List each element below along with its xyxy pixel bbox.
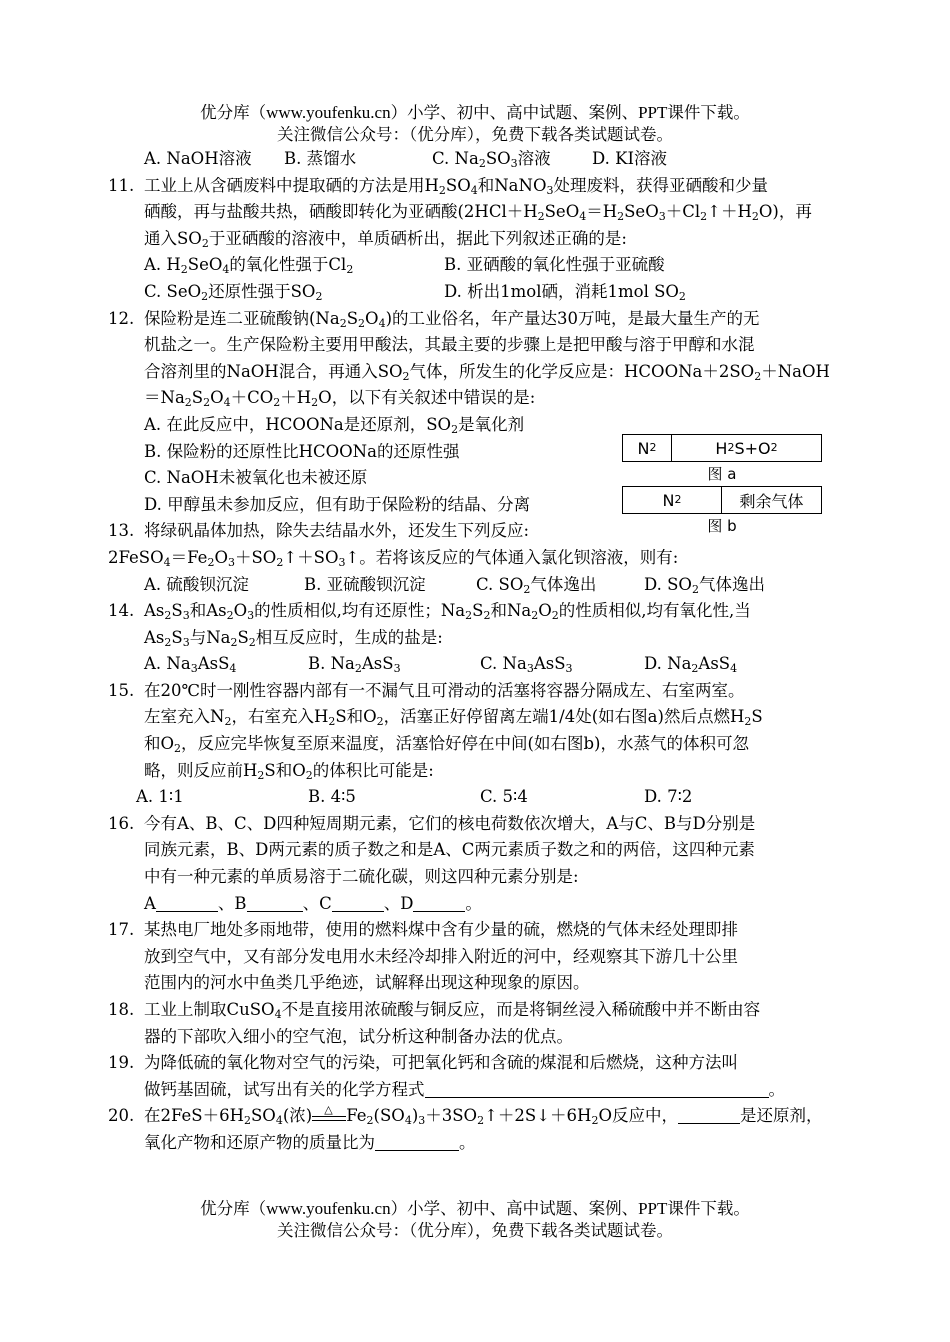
header-line-2: 关注微信公众号：（优分库），免费下载各类试题试卷。 xyxy=(277,125,673,144)
q13-equation: $2FeSO_4=Fe_2O_3+SO_2↑+SO_3↑$。若将该反应的气体通入氯化钡溶液，则有: xyxy=(108,547,679,569)
page-header xyxy=(0,102,950,146)
header-line-1: 优分库（www.youfenku.cn）小学、初中、高中试题、案例、PPT课件下载。 xyxy=(200,103,750,122)
question-15: 15. 在20℃时一刚性容器内部有一不漏气且可滑动的活塞将容器分隔成左、右室两室。 左室充入$N_2$，右室充入$H_2S$和$O_2$，活塞正好停留离左端1/4处(如右图a)然后点燃$H_2S$ 和$O_2$，反应完毕恢复至原来温度，活塞恰好停在中间(如右图b)，水蒸气的体积可忽 略，则反应前$H_2S$和$O_2$的体积比可能是: xyxy=(108,680,763,782)
q13-options: A. 硫酸钡沉淀 B. 亚硫酸钡沉淀 C. $SO_2$气体逸出 D. $SO_2$气体逸出 xyxy=(144,574,765,596)
figure-a-container xyxy=(622,434,822,462)
exam-content xyxy=(108,146,852,1157)
footer-site-link[interactable]: www.youfenku.cn xyxy=(266,1199,391,1218)
page-footer xyxy=(0,1198,950,1242)
blank-a[interactable] xyxy=(156,893,218,912)
figure-b-container xyxy=(622,486,822,514)
question-20: 20. 在$2FeS+6H_2SO_4$(浓) △ $Fe_2(SO_4)_3+3SO_2↑+2S↓+6H_2O$反应中， 是还原剂， 氧化产物和还原产物的质量比为 。 xyxy=(108,1103,823,1152)
question-14: 14. $As_2S_3$和$As_2O_3$的性质相似,均有还原性；$Na_2S_2$和$Na_2O_2$的性质相似,均有氧化性,当 $As_2S_3$与$Na_2S_2$相互反应时，生成的盐是: xyxy=(108,601,751,649)
figure-a-caption: 图 a xyxy=(707,465,737,483)
footer-line-2: 关注微信公众号：（优分库），免费下载各类试题试卷。 xyxy=(277,1221,673,1240)
mass-ratio-blank[interactable] xyxy=(375,1132,459,1151)
heating-condition-symbol: △ xyxy=(312,1105,346,1121)
q16-answer-blanks: A 、B 、C 、D 。 xyxy=(144,893,482,913)
question-17: 17. 某热电厂地处多雨地带，使用的燃料煤中含有少量的硫，燃烧的气体未经处理即排 放到空气中，又有部分发电用水未经冷却排入附近的河中，经观察其下游几十公里 范围内的河水中鱼类几乎绝迹，试解释出现这种现象的原因。 xyxy=(108,920,738,993)
reducing-agent-blank[interactable] xyxy=(678,1105,740,1124)
question-16: 16. 今有A、B、C、D四种短周期元素，它们的核电荷数依次增大，A与C、B与D分别是 同族元素，B、D两元素的质子数之和是A、C两元素质子数之和的两倍，这四种元素 中有一种元素的单质易溶于二硫化碳，则这四种元素分别是: A 、B 、C 、D 。 xyxy=(108,811,852,917)
blank-c[interactable] xyxy=(332,893,384,912)
site-link[interactable]: www.youfenku.cn xyxy=(266,103,391,122)
equation-blank[interactable] xyxy=(425,1079,769,1098)
question-19: 19. 为降低硫的氧化物对空气的污染，可把氧化钙和含硫的煤混和后燃烧，这种方法叫 做钙基固硫，试写出有关的化学方程式 。 xyxy=(108,1053,785,1099)
figure-b-right-chamber: 剩余气体 xyxy=(739,491,804,511)
question-18: 18. 工业上制取CuSO$_4$不是直接用浓硫酸与铜反应，而是将铜丝浸入稀硫酸中并不断由容 器的下部吹入细小的空气泡，试分析这种制备办法的优点。 xyxy=(108,1000,761,1046)
q14-options: A. $Na_3AsS_4$ B. $Na_2AsS_3$ C. $Na_3AsS_3$ D. $Na_2AsS_4$ xyxy=(144,654,738,676)
figure-a-right-chamber: H 2 S+O 2 xyxy=(715,438,778,458)
figure-b-left-chamber: N 2 xyxy=(623,487,722,513)
q10-options: A. NaOH溶液 B. 蒸馏水 C. $Na_2SO_3$溶液 D. KI溶液 xyxy=(144,149,667,170)
footer-line-1: 优分库（www.youfenku.cn）小学、初中、高中试题、案例、PPT课件下载。 xyxy=(200,1199,750,1218)
question-13: 13. 将绿矾晶体加热，除失去结晶水外，还发生下列反应: xyxy=(108,521,530,541)
figure-b-caption: 图 b xyxy=(707,517,737,535)
q15-options: A. 1∶1 B. 4∶5 C. 5∶4 D. 7∶2 xyxy=(136,787,693,807)
question-12: 12. 保险粉是连二亚硫酸钠$(Na_2S_2O_4)$的工业俗名，年产量达30万吨，是最大量生产的无 机盐之一。生产保险粉主要用甲酸法，其最主要的步骤上是把甲酸与溶于甲醇和水混 合溶剂里的NaOH混合，再通入$SO_2$气体，所发生的化学反应是：$HCOONa+2SO_2+NaOH$ $=Na_2S_2O_4+CO_2+H_2O$，以下有关叙述中错误的是: A. 在此反应中，HCOONa是还原剂，$SO_2$是氧化剂 B. 保险粉的还原性比HCOONa的还原性强 C. NaOH未被氧化也未被还原 D. 甲醇虽未参加反应，但有助于保险粉的结晶、分离 xyxy=(108,308,830,514)
q11-options: A. $H_2SeO_4$的氧化性强于$Cl_2$ B. 亚硒酸的氧化性强于亚硫酸 C. SeO$_2$还原性强于$SO_2$ D. 析出1mol硒，消耗1mol $SO_2$ xyxy=(144,255,686,303)
blank-b[interactable] xyxy=(247,893,303,912)
blank-d[interactable] xyxy=(413,893,465,912)
piston-figure xyxy=(622,434,822,538)
question-11: 11. 工业上从含硒废料中提取硒的方法是用$H_2SO_4$和NaNO$_3$处理废料，获得亚硒酸和少量 硒酸，再与盐酸共热，硒酸即转化为亚硒酸$(2HCl+H_2SeO_4=H_2SeO_3+Cl_2↑+H_2O)$，再 通入$SO_2$于亚硒酸的溶液中，单质硒析出，据此下列叙述正确的是: xyxy=(108,175,812,250)
figure-a-left-chamber: N 2 xyxy=(623,435,672,461)
